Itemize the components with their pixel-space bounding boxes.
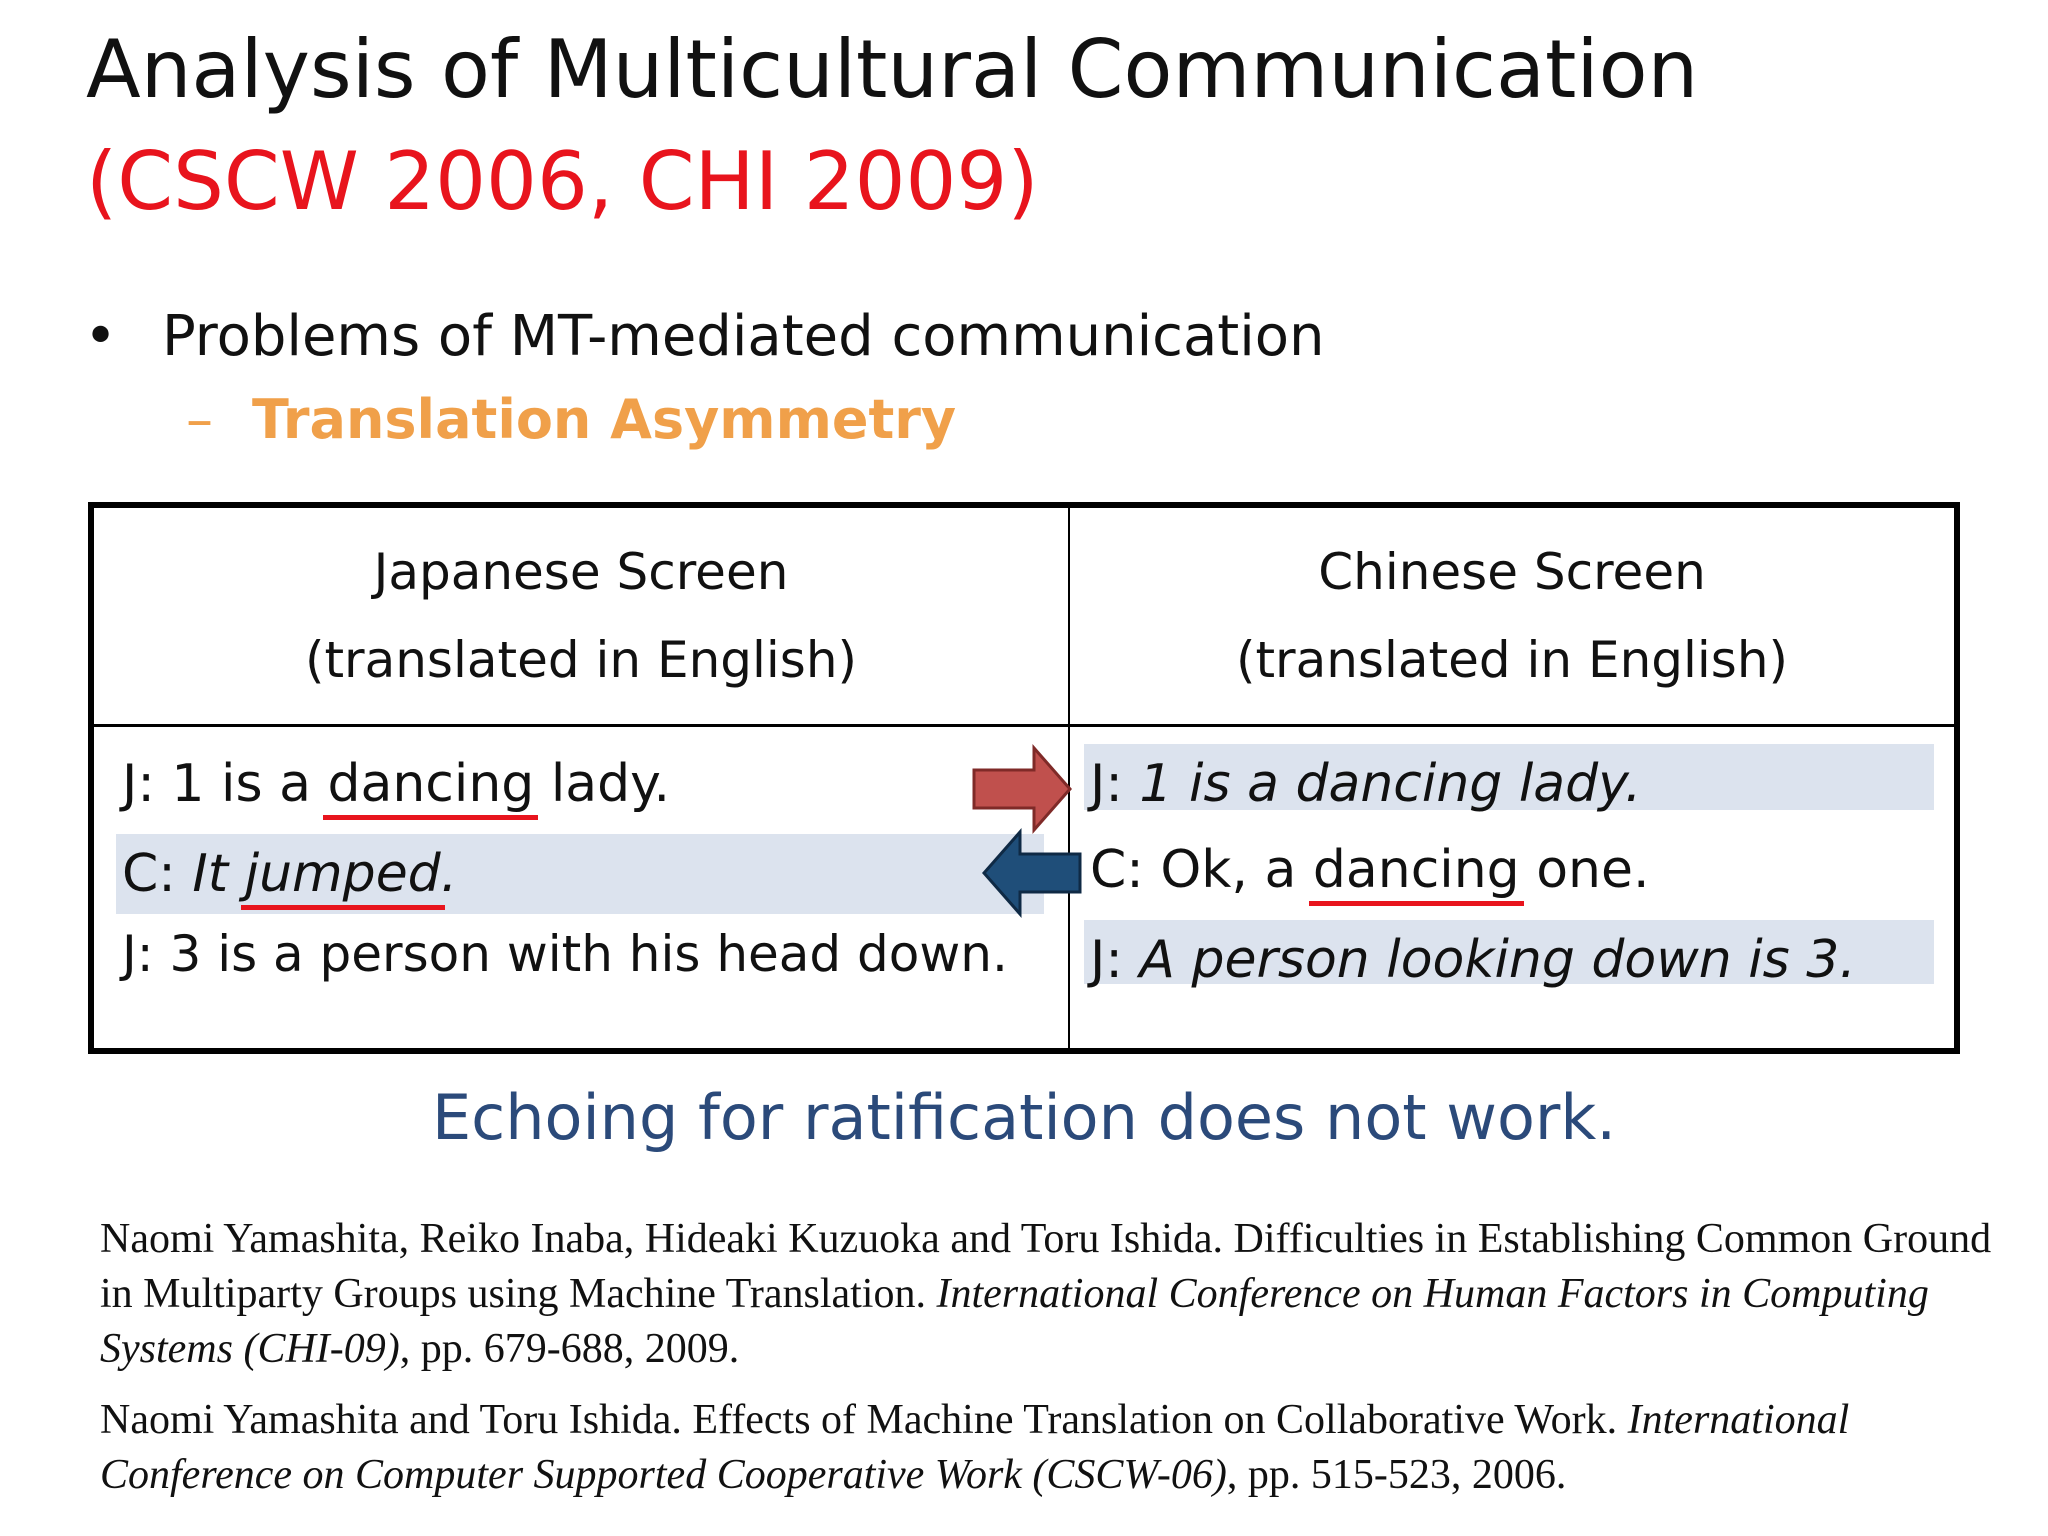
slide-subtitle: (CSCW 2006, CHI 2009) [86,135,1039,228]
left-row-1-suffix: lady. [534,754,671,814]
references [100,1212,2000,1519]
left-row-3: J: 3 is a person with his head down. [122,925,1008,983]
header-divider [94,724,1954,727]
left-row-2-keyword: jumped [245,834,441,914]
left-column-header [94,528,1068,704]
arrow-left-icon [982,828,1082,918]
left-header-line1: Japanese Screen [373,543,789,601]
bullet-symbol: • [84,304,118,369]
right-row-2 [1090,830,1650,910]
left-row-2-suffix: . [440,844,458,904]
right-header-line2: (translated in English) [1235,631,1789,689]
right-row-3-italic: A person looking down is 3. [1139,930,1856,990]
reference-2-pages: , pp. 515-523, 2006. [1226,1452,1567,1498]
left-row-1-prefix: J: 1 is a [122,754,328,814]
right-row-1-italic: 1 is a dancing lady. [1139,754,1642,814]
reference-2 [100,1393,2000,1503]
right-row-1-prefix: J: [1090,754,1140,814]
reference-1 [100,1212,2000,1377]
left-row-1 [122,744,670,824]
sub-bullet-dash: – [186,388,213,451]
arrow-right-icon [972,744,1072,834]
right-row-2-suffix: one. [1519,840,1650,900]
right-row-2-prefix: C: Ok, a [1090,840,1313,900]
reference-1-venue: International Conference on Human Factors in Computing Systems (CHI-09) [100,1271,1929,1372]
reference-1-pages: , pp. 679-688, 2009. [399,1326,740,1372]
reference-2-venue: International Conference on Computer Supported Cooperative Work (CSCW-06) [100,1397,1850,1498]
bullet-item [84,302,1325,372]
left-row-1-keyword: dancing [327,744,534,824]
right-row-2-keyword: dancing [1313,830,1520,910]
left-header-line2: (translated in English) [304,631,858,689]
bullet-text: Problems of MT-mediated communication [162,304,1325,369]
reference-1-authors-title: Naomi Yamashita, Reiko Inaba, Hideaki Kuzuoka and Toru Ishida. Difficulties in Establishing Common Ground in Multiparty Groups using Machine Translation. [100,1216,1992,1317]
right-row-3-prefix: J: [1090,930,1140,990]
sub-bullet-item [186,385,956,455]
conclusion-text: Echoing for ratification does not work. [431,1081,1617,1154]
reference-2-authors-title: Naomi Yamashita and Toru Ishida. Effects of Machine Translation on Collaborative Work. [100,1397,1628,1443]
slide-title: Analysis of Multicultural Communication [86,23,1699,116]
left-row-2 [116,834,1044,914]
comparison-table [88,502,1960,1054]
right-column-header [1070,528,1954,704]
right-row-3 [1084,920,1934,990]
left-row-2-prefix: C: [122,844,193,904]
right-row-1 [1084,744,1934,814]
right-header-line1: Chinese Screen [1318,543,1706,601]
left-row-2-italic: It [192,844,245,904]
sub-bullet-text: Translation Asymmetry [252,388,957,451]
